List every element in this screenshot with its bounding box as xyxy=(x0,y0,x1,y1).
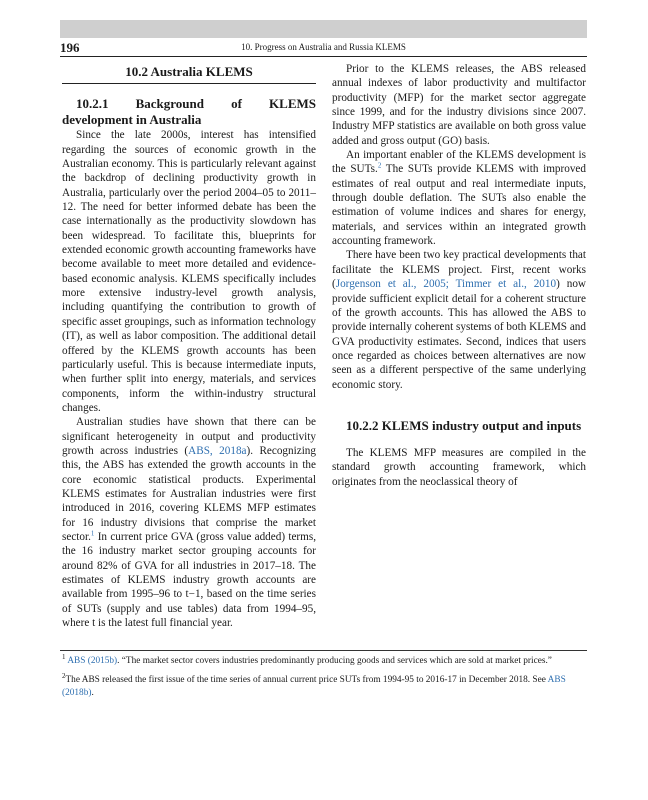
section-title: 10.2 Australia KLEMS xyxy=(62,65,316,84)
footnote-rule xyxy=(60,650,587,651)
footnote-ref[interactable]: 1 xyxy=(90,529,95,538)
paragraph: Prior to the KLEMS releases, the ABS released annual indexes of labor productivity and multifactor productivity (MFP) for the market sector aggregate since 1999, and for the industry divisions since 2007. Industry MFP statistics are available on both gross value added and gross output (GO) basis. xyxy=(332,63,586,147)
paragraph: The KLEMS MFP measures are compiled in the standard growth accounting framework, which originates from the neoclassical theory of xyxy=(332,446,586,488)
citation-link[interactable]: ABS (2018b) xyxy=(62,674,566,698)
paragraph: An important enabler of the KLEMS development is the SUTs.$^2$ The SUTs provide KLEMS with improved estimates of real output and real intermediate inputs, through double deflation. The SUTs also enable the estimation of volume indices and shares for energy, materials, and services within an integrated growth accounting framework. xyxy=(332,149,586,248)
header-bar xyxy=(60,20,587,38)
subsection-title-background: 10.2.1 Background of KLEMS development in Australia xyxy=(62,96,316,128)
subsection-title-output-inputs: 10.2.2 KLEMS industry output and inputs xyxy=(346,417,582,433)
paragraph: There have been two key practical developments that facilitate the KLEMS project. First, recent works (Jorgenson et al., 2005; Timmer et al., 2010) now provide sufficient explicit detail for a coherent structure of the growth accounts. This has allowed the ABS to provide internally coherent systems of both KLEMS and GVA productivity estimates. Second, indices that users once regarded as choices between alternatives are now seen as a different perspective of the same underlying economic story. xyxy=(332,249,587,391)
footnote-1: $^1$ ABS (2015b). “The market sector covers industries predominantly producing goods and services which are sold at market prices.” xyxy=(62,652,552,666)
left-column xyxy=(62,62,316,630)
footnotes xyxy=(62,652,587,706)
paragraph: Since the late 2000s, interest has intensified regarding the sources of economic growth in the Australian economy. This is particularly relevant against the backdrop of declining productivity growth in Australia, particularly over the period 2004–05 to 2011–12. The need for better informed debate has been the case internationally as the productivity slowdown has been widespread. To facilitate this, blueprints for extended economic growth accounting frameworks have become available to meet more detailed and evidence-based economic analysis. KLEMS specifically includes more extensive industry-level growth analysis, including quantifying the contribution to growth of specific asset groupings, such as information technology (IT), as well as labor composition. The additional detail offered by the KLEMS growth accounts has been particularly useful. This is because intermediate inputs, when further split into energy, materials, and services components, inform the within-industry structural changes. xyxy=(62,129,316,414)
paragraph: Australian studies have shown that there can be significant heterogeneity in output and productivity growth across industries (ABS, 2018a). Recognizing this, the ABS has extended the growth accounts in the core economic statistical products. Experimental KLEMS estimates for Australian industries were first introduced in 2016, covering KLEMS MFP estimates for 16 industry divisions that comprise the market sector.$^1$ In current price GVA (gross value added) terms, the 16 industry market sector grouping accounts for around 82% of GVA for all industries in 2017–18. The estimates of KLEMS industry growth accounts are available from 1995–96 to t−1, based on the time series of SUTs (supply and use tables) data from 1994–95, where t is the latest full financial year. xyxy=(62,416,316,630)
citation-link[interactable]: Jorgenson et al., 2005; Timmer et al., 2010 xyxy=(335,278,557,291)
right-column xyxy=(332,62,586,489)
header-rule xyxy=(60,56,587,57)
footnote-2: $^2$The ABS released the first issue of the time series of annual current price SUTs from 1994-95 to 2016-17 in December 2018. See ABS (2018b). xyxy=(62,671,566,698)
page-number: 196 xyxy=(60,40,80,55)
citation-link[interactable]: ABS (2015b) xyxy=(67,656,118,666)
footnote-ref[interactable]: 2 xyxy=(377,161,382,170)
running-head: 10. Progress on Australia and Russia KLEMS xyxy=(241,42,406,52)
citation-link[interactable]: ABS, 2018a xyxy=(188,444,247,457)
